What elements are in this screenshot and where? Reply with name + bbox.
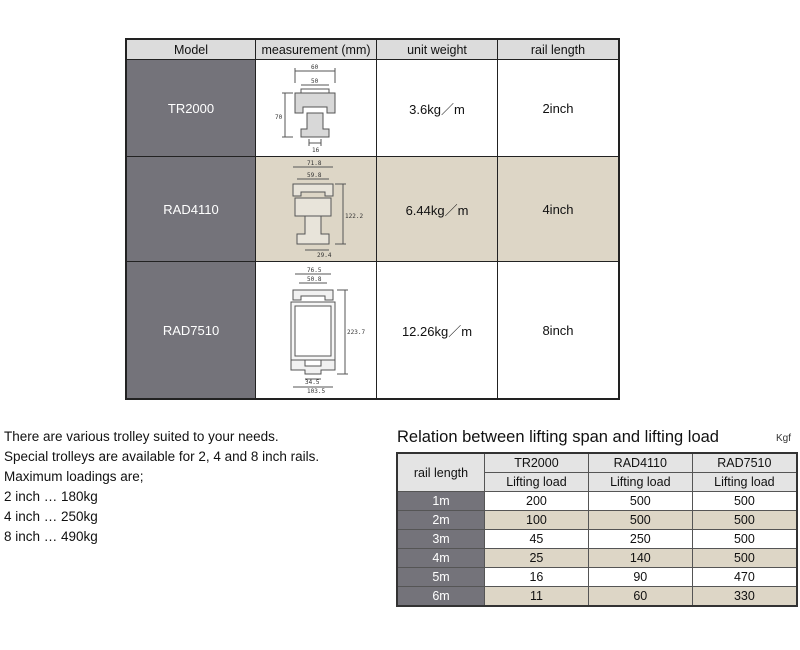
trolley-description (4, 427, 384, 547)
header-rail-length: rail length (397, 453, 485, 492)
load-unit-label: Kgf (776, 433, 792, 444)
dim-label: 60 (311, 64, 319, 71)
rad4110-profile-drawing (271, 160, 364, 259)
load-cell: 500 (692, 530, 797, 549)
load-cell: 25 (485, 549, 589, 568)
header-lifting-load: Lifting load (692, 473, 797, 492)
table-row (397, 587, 797, 607)
description-line: Special trolleys are available for 2, 4 and 8 inch rails. (4, 449, 320, 464)
load-cell: 100 (485, 511, 589, 530)
load-cell: 500 (692, 549, 797, 568)
load-cell: 500 (692, 492, 797, 511)
dim-label: 16 (312, 147, 320, 154)
load-cell: 250 (588, 530, 692, 549)
header-measurement: measurement (mm) (256, 39, 377, 60)
header-lifting-load: Lifting load (588, 473, 692, 492)
span-cell: 5m (397, 568, 485, 587)
dim-label: 50.8 (307, 276, 322, 283)
dim-label: 103.5 (307, 388, 326, 395)
header-lifting-load: Lifting load (485, 473, 589, 492)
dim-label: 34.5 (305, 379, 320, 386)
rail-length-cell: 4inch (498, 157, 620, 262)
dim-label: 70 (275, 114, 283, 121)
description-line: 4 inch … 250kg (4, 509, 98, 524)
header-model-rad7510: RAD7510 (692, 453, 797, 473)
table-row (397, 511, 797, 530)
header-model-rad4110: RAD4110 (588, 453, 692, 473)
load-cell: 45 (485, 530, 589, 549)
header-model-tr2000: TR2000 (485, 453, 589, 473)
load-cell: 140 (588, 549, 692, 568)
description-line: Maximum loadings are; (4, 469, 144, 484)
load-cell: 500 (588, 511, 692, 530)
dim-label: 59.8 (307, 172, 322, 179)
load-cell: 11 (485, 587, 589, 607)
table-row (126, 157, 619, 262)
unit-weight-cell: 12.26kg／m (377, 262, 498, 400)
model-cell: RAD7510 (126, 262, 256, 400)
rail-length-cell: 2inch (498, 60, 620, 157)
profile-drawing-cell (256, 262, 377, 400)
dim-label: 122.2 (345, 213, 364, 220)
table-row (397, 549, 797, 568)
table-row (397, 530, 797, 549)
model-cell: RAD4110 (126, 157, 256, 262)
load-cell: 16 (485, 568, 589, 587)
span-cell: 1m (397, 492, 485, 511)
rail-table-header-row (126, 39, 619, 60)
span-cell: 3m (397, 530, 485, 549)
load-cell: 500 (692, 511, 797, 530)
dim-label: 71.8 (307, 160, 322, 167)
model-cell: TR2000 (126, 60, 256, 157)
load-cell: 200 (485, 492, 589, 511)
profile-drawing-cell (256, 60, 377, 157)
dim-label: 50 (311, 78, 319, 85)
load-cell: 330 (692, 587, 797, 607)
load-table-header-row (397, 453, 797, 473)
span-cell: 2m (397, 511, 485, 530)
span-cell: 6m (397, 587, 485, 607)
table-row (126, 262, 619, 400)
load-cell: 500 (588, 492, 692, 511)
rad7510-profile-drawing (271, 266, 366, 395)
table-row (397, 568, 797, 587)
load-cell: 90 (588, 568, 692, 587)
dim-label: 29.4 (317, 252, 332, 259)
dim-label: 76.5 (307, 267, 322, 274)
unit-weight-cell: 3.6kg／m (377, 60, 498, 157)
load-cell: 470 (692, 568, 797, 587)
table-row (126, 60, 619, 157)
rail-spec-table (125, 38, 620, 400)
rail-length-cell: 8inch (498, 262, 620, 400)
header-model: Model (126, 39, 256, 60)
lifting-load-table (396, 452, 798, 607)
description-line: 8 inch … 490kg (4, 529, 98, 544)
tr2000-profile-drawing (271, 63, 361, 153)
load-cell: 60 (588, 587, 692, 607)
table-row (397, 492, 797, 511)
description-line: There are various trolley suited to your needs. (4, 429, 279, 444)
header-unit-weight: unit weight (377, 39, 498, 60)
profile-drawing-cell (256, 157, 377, 262)
dim-label: 223.7 (347, 329, 366, 336)
description-line: 2 inch … 180kg (4, 489, 98, 504)
load-table-title: Relation between lifting span and lifting load (397, 428, 719, 446)
unit-weight-cell: 6.44kg／m (377, 157, 498, 262)
span-cell: 4m (397, 549, 485, 568)
header-rail-length: rail length (498, 39, 620, 60)
